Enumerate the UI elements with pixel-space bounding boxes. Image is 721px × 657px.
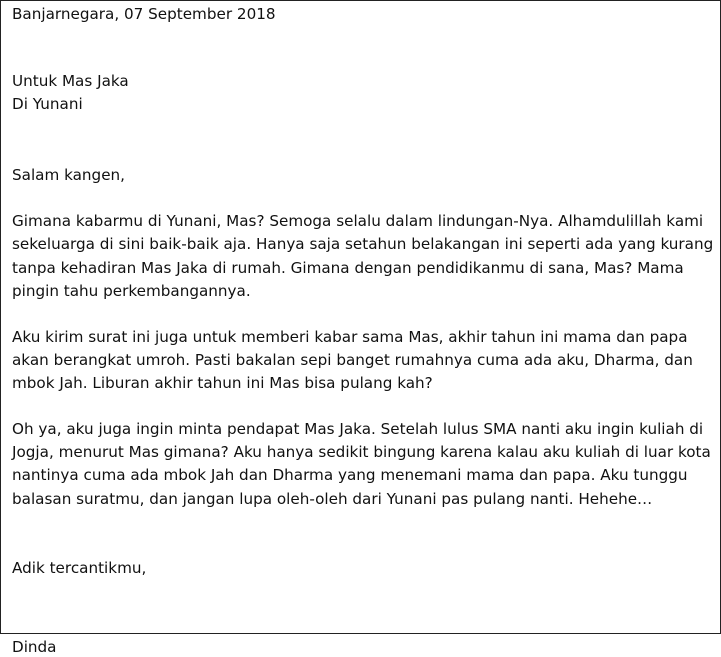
greeting: Salam kangen, <box>12 166 125 184</box>
paragraph1-line: sekeluarga di sini baik-baik aja. Hanya saja setahun belakangan ini seperti ada yang kurang <box>12 235 714 253</box>
paragraph2-line: akan berangkat umroh. Pasti bakalan sepi banget rumahnya cuma ada aku, Dharma, dan <box>12 351 693 369</box>
signature-partial: Dinda <box>12 638 57 657</box>
paragraph2-line: Aku kirim surat ini juga untuk memberi kabar sama Mas, akhir tahun ini mama dan papa <box>12 328 688 346</box>
paragraph1-line: tanpa kehadiran Mas Jaka di rumah. Gimana dengan pendidikanmu di sana, Mas? Mama <box>12 259 684 277</box>
paragraph3-line: Jogja, menurut Mas gimana? Aku hanya sedikit bingung karena kalau aku kuliah di luar kota <box>12 443 711 461</box>
paragraph1-line: pingin tahu perkembangannya. <box>12 282 251 300</box>
closing-line: Adik tercantikmu, <box>12 559 147 577</box>
paragraph3-line: nantinya cuma ada mbok Jah dan Dharma yang menemani mama dan papa. Aku tunggu <box>12 466 688 484</box>
paragraph3-line: Oh ya, aku juga ingin minta pendapat Mas Jaka. Setelah lulus SMA nanti aku ingin kuliah di <box>12 420 704 438</box>
paragraph2-line: mbok Jah. Liburan akhir tahun ini Mas bisa pulang kah? <box>12 374 433 392</box>
date-line: Banjarnegara, 07 September 2018 <box>12 5 276 23</box>
paragraph1-line: Gimana kabarmu di Yunani, Mas? Semoga selalu dalam lindungan-Nya. Alhamdulillah kami <box>12 212 704 230</box>
recipient-name: Untuk Mas Jaka <box>12 72 129 90</box>
paragraph3-line: balasan suratmu, dan jangan lupa oleh-oleh dari Yunani pas pulang nanti. Hehehe… <box>12 490 653 508</box>
recipient-place: Di Yunani <box>12 95 83 113</box>
